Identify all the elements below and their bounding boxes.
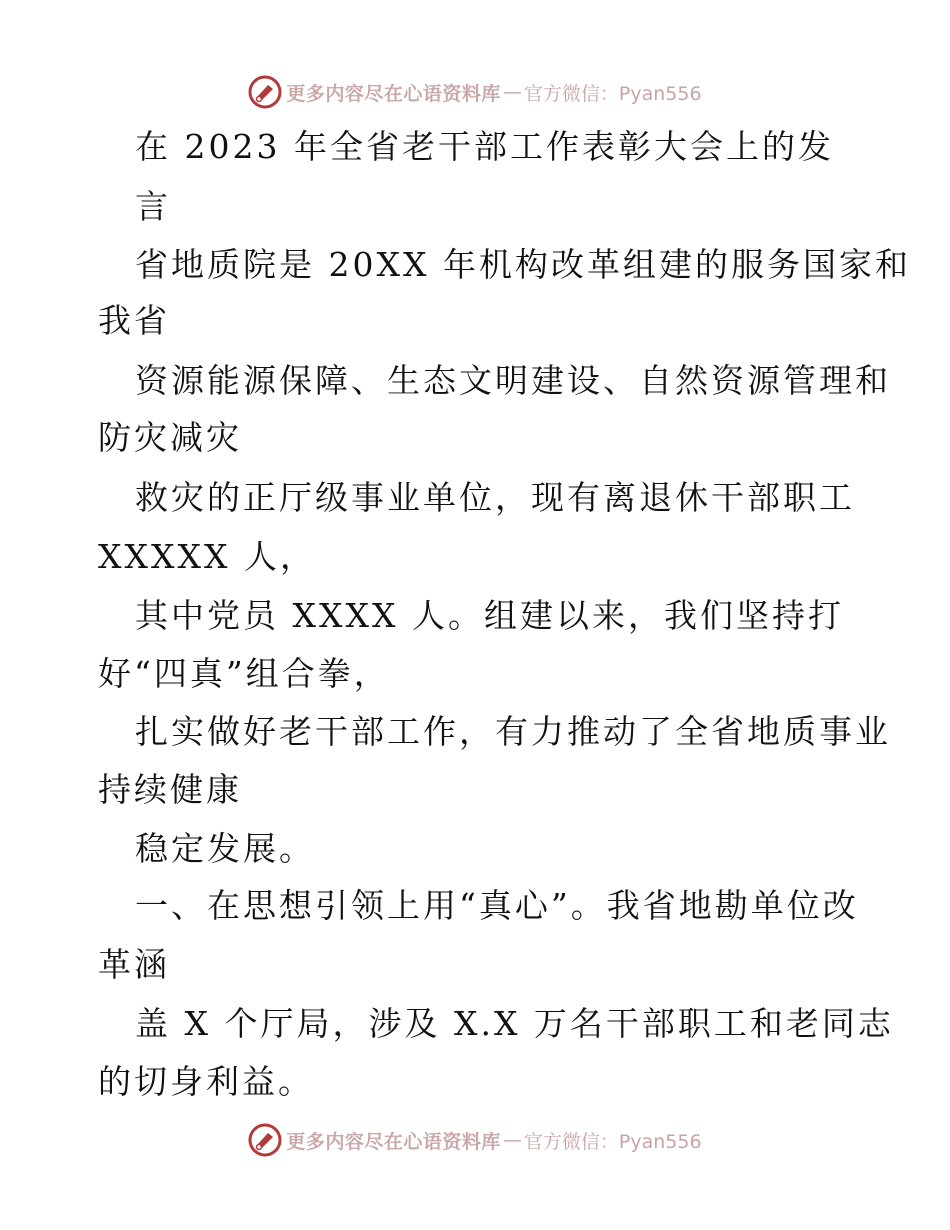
paragraph-line: 其中党员 XXXX 人。组建以来，我们坚持打 <box>135 596 844 635</box>
watermark-promo-text: 更多内容尽在心语资料库 <box>286 82 501 105</box>
header-watermark <box>0 72 950 112</box>
paragraph-line: 好“四真”组合拳， <box>98 654 390 693</box>
section-heading-line: 一、在思想引领上用“真心”。我省地勘单位改 <box>135 886 859 925</box>
watermark-wechat-text: 官方微信：Pyan556 <box>523 1130 702 1153</box>
paragraph-line: 稳定发展。 <box>135 829 315 868</box>
paragraph-line: 资源能源保障、生态文明建设、自然资源管理和 <box>135 361 891 400</box>
brand-logo-icon <box>248 1123 282 1157</box>
paragraph-line: 的切身利益。 <box>98 1062 314 1101</box>
paragraph-line: 我省 <box>98 301 170 340</box>
watermark-wechat-text: 官方微信：Pyan556 <box>523 82 702 105</box>
document-title-continued: 言 <box>135 187 171 226</box>
watermark-separator: — <box>502 1129 522 1151</box>
paragraph-line: 革涵 <box>98 945 170 984</box>
paragraph-line: 防灾减灾 <box>98 418 242 457</box>
watermark-separator: — <box>502 81 522 103</box>
brand-logo-icon <box>248 75 282 109</box>
paragraph-line: 扎实做好老干部工作，有力推动了全省地质事业 <box>135 712 891 751</box>
paragraph-line: 救灾的正厅级事业单位，现有离退休干部职工 <box>135 478 855 517</box>
paragraph-line: 持续健康 <box>98 770 242 809</box>
paragraph-line: 盖 X 个厅局，涉及 X.X 万名干部职工和老同志 <box>135 1004 894 1043</box>
document-title: 在 2023 年全省老干部工作表彰大会上的发 <box>135 127 834 166</box>
paragraph-line: XXXXX 人， <box>98 537 316 576</box>
footer-watermark <box>0 1120 950 1160</box>
paragraph-line: 省地质院是 20XX 年机构改革组建的服务国家和 <box>135 245 911 284</box>
watermark-promo-text: 更多内容尽在心语资料库 <box>286 1130 501 1153</box>
